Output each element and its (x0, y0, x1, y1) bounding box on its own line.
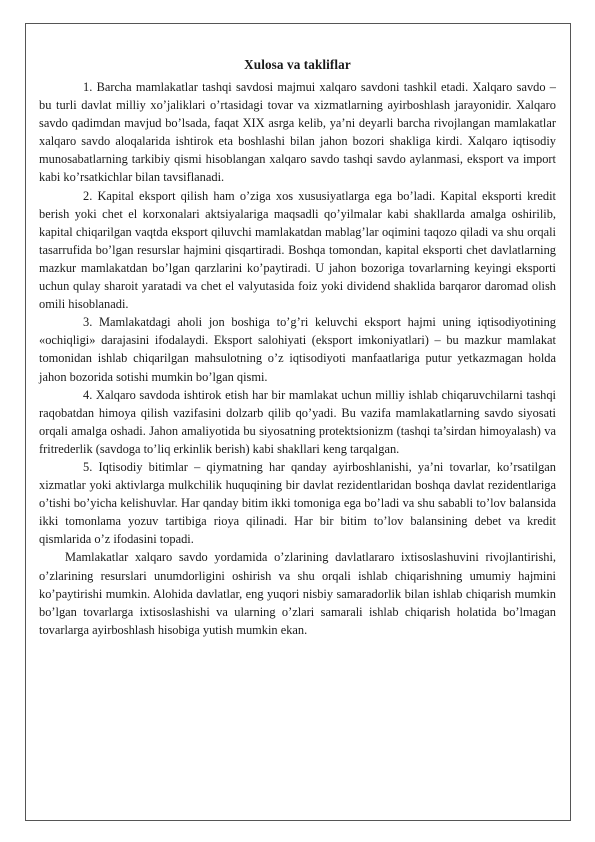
paragraph-4 (39, 386, 556, 458)
paragraph-number: 3. (83, 315, 93, 330)
document-title: Xulosa va takliflar (244, 57, 351, 72)
paragraph-2 (39, 187, 556, 314)
paragraph-5 (39, 458, 556, 548)
document-body (39, 56, 556, 639)
paragraph-text: Kapital eksport qilish ham o’ziga xos xususiyatlarga ega bo’ladi. Kapital eksporti kredit berish yoki chet el korxonalari aktsiyalariga maqsadli qo’yilmalar kabi shakllarda amalga oshirilib, kapital chiqarilgan vaqtda eksport qiluvchi mamlakatdan mablag’lar oqimini taqozo qiladi va shu orqali tasarrufida bo’lgan resurslar hajmini qisqartiradi. Boshqa tomondan, kapital eksporti chet davlatlarning mazkur mamlakatdan bo’lgan qarzlarini ko’paytiradi. U jahon bozoriga tovarlarning keyingi eksporti uchun qulay sharoit yaratadi va chet el valyutasida foiz yoki dividend shaklida barqaror daromad olish omili hisoblanadi. (39, 188, 556, 312)
paragraph-text: Mamlakatdagi aholi jon boshiga to’g’ri keluvchi eksport hajmi uning iqtisodiyotining «ochiqligi» darajasini ifodalaydi. Eksport salohiyati (eksport imkoniyatlari) – bu mazkur mamlakat tomonidan ishlab chiqarilgan mahsulotning o’z iqtisodiyoti manfaatlariga putur yetkazmagan holda jahon bozorida sotishi mumkin bo’lgan qismi. (39, 315, 556, 384)
paragraph-number: 2. (83, 188, 93, 203)
paragraph-text: Mamlakatlar xalqaro savdo yordamida o’zlarining davlatlararo ixtisoslashuvini rivojlantirishi, o’zlarining resurslari unumdorligini oshirish va shu orqali ishlab chiqarishning umumiy hajmini ko’paytirishi mumkin. Alohida davlatlar, eng yuqori nisbiy samaradorlik bilan ishlab chiqarish mumkin bo’lgan tovarlarga ixtisoslashishi va ularning o’zlari samarali ishlab chiqarish holatida bo’lmagan tovarlarga ayirboshlash hisobiga yutish mumkin ekan. (39, 550, 556, 637)
paragraph-text: Iqtisodiy bitimlar – qiymatning har qanday ayirboshlanishi, ya’ni tovarlar, ko’rsatilgan xizmatlar yoki aktivlarga mulkchilik huquqining bir davlat rezidentlaridan boshqa davlat rezidentlariga o’tishi bo’yicha kelishuvlar. Har qanday bitim ikki tomoniga ega bo’ladi va shu sababli to’lov balansida ikki tomonlama yozuv tartibiga rioya qilinadi. Har bir bitim to’lov balansining debet va kredit qismlarida o’z ifodasini topadi. (39, 459, 556, 547)
paragraph-number: 1. (83, 80, 93, 94)
paragraph-text: Xalqaro savdoda ishtirok etish har bir mamlakat uchun milliy ishlab chiqaruvchilarni tashqi raqobatdan himoya qilish vazifasini dolzarb qilib qo’yadi. Bu vazifa mamlakatlarning savdo siyosati orqali amalga oshadi. Jahon amaliyotida bu siyosatning protektsionizm (tashqi ta’sirdan himoyalash) va fritrederlik (savdoga to’liq erkinlik berish) kabi shakllari keng tarqalgan. (39, 387, 556, 456)
paragraph-number: 4. (83, 387, 93, 402)
paragraph-text: Barcha mamlakatlar tashqi savdosi majmui xalqaro savdoni tashkil etadi. Xalqaro savdo – bu turli davlat milliy xo’jaliklari o’rtasidagi tovar va xizmatlarning ayirboshlash jarayonidir. Xalqaro savdo qadimdan mavjud bo’lsada, faqat XIX asrga kelib, ya’ni deyarli barcha rivojlangan mamlakatlar xalqaro savdo aloqalarida ishtirok eta boshlashi bilan jahon bozori shakliga kirdi. Xalqaro iqtisodiy munosabatlarning tarkibiy qismi hisoblangan xalqaro savdo tashqi savdo aylanmasi, eksport va import kabi ko’rsatkichlar bilan tavsiflanadi. (39, 80, 556, 185)
paragraph-1 (39, 78, 556, 187)
paragraph-number: 5. (83, 459, 93, 474)
paragraph-conclusion (39, 548, 556, 638)
paragraph-3 (39, 313, 556, 385)
